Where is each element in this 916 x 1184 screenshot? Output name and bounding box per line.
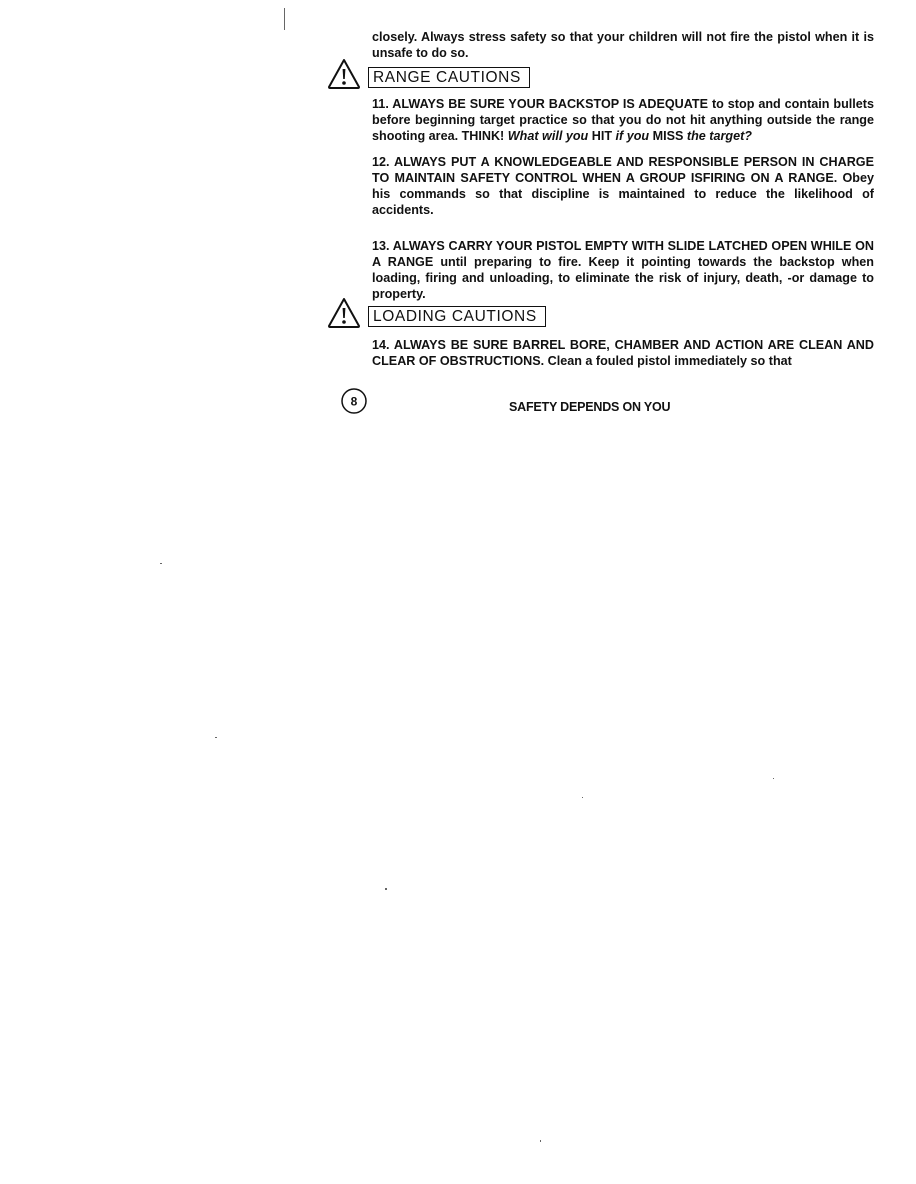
- rule-11-text: 11. ALWAYS BE SURE YOUR BACKSTOP IS ADEQUATE to stop and contain bullets before beginning target practice so that you do not hit anything outside the range shooting area. THINK!: [372, 97, 874, 143]
- warning-triangle-icon: [327, 297, 361, 329]
- rule-11: [372, 96, 874, 144]
- scan-speck: [582, 797, 583, 798]
- page-number: [340, 387, 368, 415]
- rule-11-italic-3: the target?: [686, 129, 752, 143]
- warning-triangle-icon: [327, 58, 361, 90]
- scan-speck: [773, 778, 774, 779]
- rule-14: 14. ALWAYS BE SURE BARREL BORE, CHAMBER AND ACTION ARE CLEAN AND CLEAR OF OBSTRUCTIONS. Clean a fouled pistol immediately so that: [372, 338, 874, 368]
- loading-cautions-header: [372, 306, 874, 330]
- rule-13: 13. ALWAYS CARRY YOUR PISTOL EMPTY WITH SLIDE LATCHED OPEN WHILE ON A RANGE until preparing to fire. Keep it pointing towards the backstop when loading, firing and unloading, to eliminate the risk of injury, death, -or damage to property.: [372, 239, 874, 301]
- scan-speck: [385, 888, 387, 890]
- rule-11-italic-2: if you: [615, 129, 650, 143]
- text-column: [372, 29, 874, 369]
- rule-11-miss: MISS: [652, 129, 684, 143]
- rule-12: 12. ALWAYS PUT A KNOWLEDGEABLE AND RESPONSIBLE PERSON IN CHARGE TO MAINTAIN SAFETY CONTROL WHEN A GROUP ISFIRING ON A RANGE. Obey his commands so that discipline is maintained to reduce the likelihood of accidents.: [372, 155, 874, 217]
- footer-slogan: SAFETY DEPENDS ON YOU: [509, 400, 671, 414]
- scan-mark: [284, 8, 285, 30]
- page-number-text: 8: [350, 394, 358, 409]
- scan-speck: [540, 1140, 541, 1142]
- loading-cautions-heading: LOADING CAUTIONS: [368, 306, 546, 327]
- rule-11-hit: HIT: [591, 129, 613, 143]
- scan-speck: [160, 563, 162, 564]
- range-cautions-heading: RANGE CAUTIONS: [368, 67, 530, 88]
- rule-11-italic-1: What will you: [507, 129, 589, 143]
- range-cautions-header: [372, 67, 874, 91]
- intro-paragraph: closely. Always stress safety so that your children will not fire the pistol when it is unsafe to do so.: [372, 30, 874, 60]
- scan-speck: [215, 737, 217, 738]
